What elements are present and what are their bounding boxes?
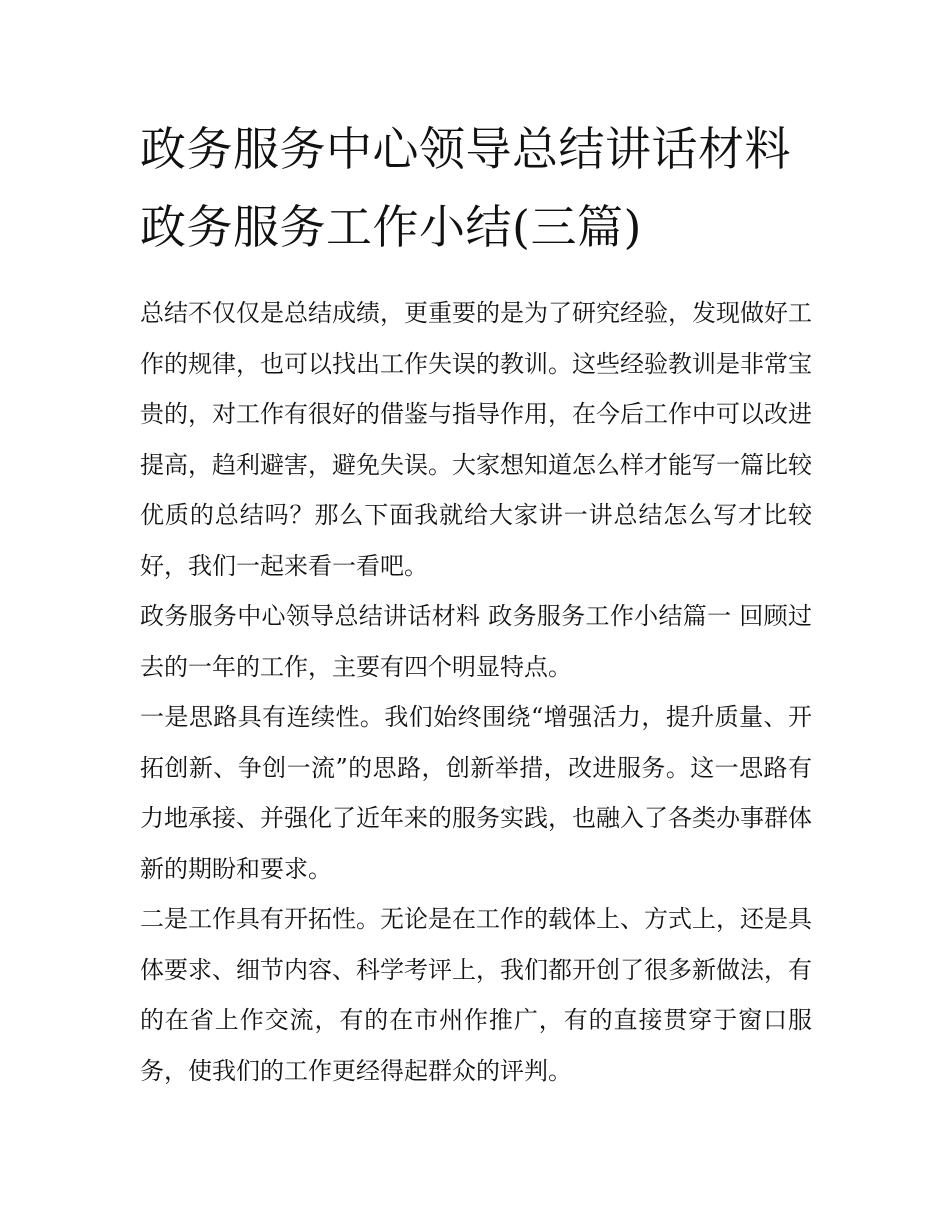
document-page [140, 110, 812, 1096]
paragraph-point-two: 二是工作具有开拓性。无论是在工作的载体上、方式上，还是具体要求、细节内容、科学考评上，我们都开创了很多新做法，有的在省上作交流，有的在市州作推广，有的直接贯穿于窗口服务，使我们的工作更经得起群众的评判。 [140, 905, 812, 1085]
paragraph-point-one: 一是思路具有连续性。我们始终围绕“增强活力，提升质量、开拓创新、争创一流”的思路，创新举措，改进服务。这一思路有力地承接、并强化了近年来的服务实践，也融入了各类办事群体新的期盼和要求。 [140, 703, 812, 883]
paragraph-section-one: 政务服务中心领导总结讲话材料 政务服务工作小结篇一 回顾过去的一年的工作，主要有四个明显特点。 [140, 602, 812, 681]
document-title: 政务服务中心领导总结讲话材料 政务服务工作小结(三篇) [140, 122, 791, 254]
paragraph-intro: 总结不仅仅是总结成绩，更重要的是为了研究经验，发现做好工作的规律，也可以找出工作失误的教训。这些经验教训是非常宝贵的，对工作有很好的借鉴与指导作用，在今后工作中可以改进提高，趋利避害，避免失误。大家想知道怎么样才能写一篇比较优质的总结吗？那么下面我就给大家讲一讲总结怎么写才比较好，我们一起来看一看吧。 [140, 299, 812, 580]
